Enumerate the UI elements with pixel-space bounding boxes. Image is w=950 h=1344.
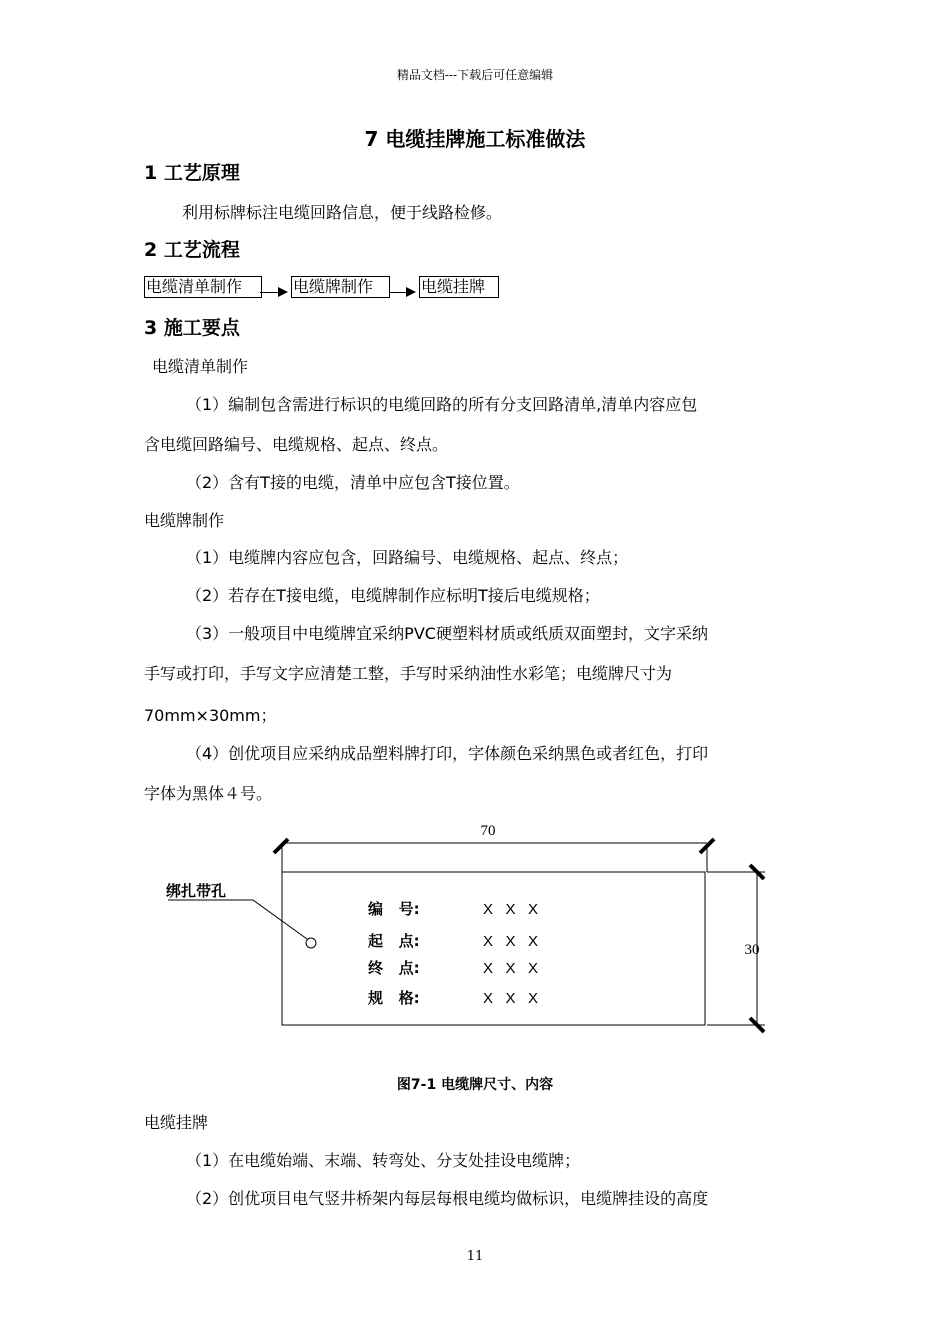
paragraph: 含电缆回路编号、电缆规格、起点、终点。 xyxy=(144,435,449,454)
tag-row-label: 编 号: xyxy=(368,900,420,918)
binding-hole xyxy=(306,938,316,948)
flow-arrow-head xyxy=(278,287,288,297)
tag-row-value: X X X xyxy=(483,901,539,918)
paragraph: （1）电缆牌内容应包含，回路编号、电缆规格、起点、终点； xyxy=(186,548,629,567)
flow-arrow-line xyxy=(260,292,278,293)
leader-line xyxy=(168,900,307,939)
principle-text: 利用标牌标注电缆回路信息，便于线路检修。 xyxy=(182,203,503,222)
page-number: 11 xyxy=(466,1249,484,1264)
tag-row-label: 终 点: xyxy=(368,959,420,977)
paragraph: （1）在电缆始端、末端、转弯处、分支处挂设电缆牌； xyxy=(186,1151,581,1170)
section-heading-process: 2 工艺流程 xyxy=(144,239,240,261)
paragraph: 手写或打印，手写文字应清楚工整，手写时采纳油性水彩笔；电缆牌尺寸为 xyxy=(144,664,673,683)
paragraph: （2）含有T接的电缆，清单中应包含T接位置。 xyxy=(186,473,520,492)
paragraph: （3）一般项目中电缆牌宜采纳PVC硬塑料材质或纸质双面塑封，文字采纳 xyxy=(186,624,708,643)
figure-caption: 图7-1 电缆牌尺寸、内容 xyxy=(396,1077,554,1093)
page-header: 精品文档---下载后可任意编辑 xyxy=(396,68,554,82)
paragraph: 字体为黑体４号。 xyxy=(144,784,273,803)
tag-row-label: 起 点: xyxy=(368,932,420,950)
dimension-tick xyxy=(274,839,288,853)
subsection-title-list: 电缆清单制作 xyxy=(152,357,249,376)
tag-row-value: X X X xyxy=(483,990,539,1007)
tag-row-label: 规 格: xyxy=(368,989,420,1007)
paragraph: （1）编制包含需进行标识的电缆回路的所有分支回路清单,清单内容应包 xyxy=(186,395,698,414)
binding-hole-label: 绑扎带孔 xyxy=(166,883,227,900)
paragraph: （2）若存在T接电缆，电缆牌制作应标明T接后电缆规格； xyxy=(186,586,600,605)
height-dimension-label: 30 xyxy=(744,942,760,958)
flow-arrow-line xyxy=(389,292,406,293)
paragraph: （2）创优项目电气竖井桥架内每层每根电缆均做标识，电缆牌挂设的高度 xyxy=(186,1189,709,1208)
subsection-title-hang: 电缆挂牌 xyxy=(144,1113,209,1132)
tag-row-value: X X X xyxy=(483,960,539,977)
flow-arrow-head xyxy=(406,287,416,297)
flow-step-list: 电缆清单制作 xyxy=(144,276,262,298)
width-dimension-label: 70 xyxy=(480,823,496,839)
tag-diagram xyxy=(140,810,800,1050)
page-title: 7 电缆挂牌施工标准做法 xyxy=(364,127,586,151)
flow-step-hang: 电缆挂牌 xyxy=(419,276,499,298)
paragraph: 70mm×30mm； xyxy=(144,706,277,725)
flow-step-tag: 电缆牌制作 xyxy=(291,276,390,298)
paragraph: （4）创优项目应采纳成品塑料牌打印，字体颜色采纳黑色或者红色，打印 xyxy=(186,744,709,763)
section-heading-keypoints: 3 施工要点 xyxy=(144,317,240,339)
tag-row-value: X X X xyxy=(483,933,539,950)
subsection-title-tag: 电缆牌制作 xyxy=(144,511,225,530)
section-heading-principle: 1 工艺原理 xyxy=(144,162,240,184)
